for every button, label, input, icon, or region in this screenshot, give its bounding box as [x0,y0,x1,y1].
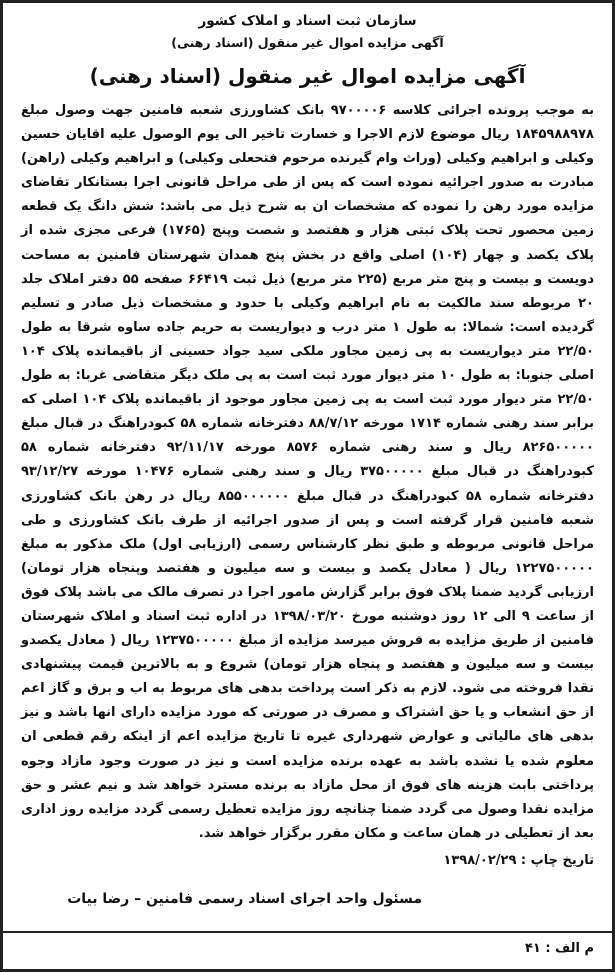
footer-code: م الف : ۴۱ [525,941,594,956]
print-date: تاریخ چاپ : ۱۳۹۸/۰۲/۲۹ [443,852,594,868]
notice-title: آگهی مزایده اموال غیر منقول (اسناد رهنی) [89,64,526,88]
footer [3,931,612,969]
notice-body: به موجب پرونده اجرائی کلاسه ۹۷۰۰۰۰۶ بانک کشاورزی شعبه فامنین جهت وصول مبلغ ۱۸۴۵۹۸۸۹۷۸ ریال موضوع لازم الاجرا و خسارت تاخیر الی یوم الوصول علیه اقایان حسین وکیلی و ابراهیم وکیلی (وراث وام گیرنده مرحوم فتحعلی وکیلی) و ابراهیم وکیلی (راهن) مبادرت به صدور اجرائیه نموده است که پس از طی مراحل قانونی اجرا بستانکار تقاضای مزایده مورد رهن را نموده که مشخصات ان به شرح ذیل می باشد: شش دانگ یک قطعه زمین محصور تحت پلاک ثبتی هزار و هفتصد و شصت وپنج (۱۷۶۵) فرعی مجزی شده از پلاک یکصد و چهار (۱۰۴) اصلی واقع در بخش پنج همدان شهرستان فامنین به مساحت دویست و بیست و پنج متر مربع (۲۲۵ متر مربع) ذیل ثبت ۶۶۴۱۹ صفحه ۵۵ دفتر املاک جلد ۲۰ مربوطه سند مالکیت به نام ابراهیم وکیلی با حدود و مشخصات ذیل صادر و تسلیم گردیده است: شمالا: به طول ۱ متر درب و دیواریست به حریم جاده ساوه شرقا به طول ۲۲/۵۰ متر دیواریست به پی زمین مجاور ملکی سید جواد حسینی از باقیمانده پلاک ۱۰۴ اصلی جنوبا: به طول ۱۰ متر دیوار مورد ثبت است به پی ملک دیگر متقاضی غربا: به طول ۲۲/۵۰ متر دیوار مورد ثبت است به پی زمین مجاور موجود از باقیمانده پلاک ۱۰۴ اصلی که برابر سند رهنی شماره ۱۷۱۴ مورخه ۸۸/۷/۱۲ دفترخانه شماره ۵۸ کبودراهنگ در قبال مبلغ ۸۲۶۵۰۰۰۰۰ ریال و سند رهنی شماره ۸۵۷۶ مورخه ۹۲/۱۱/۱۷ دفترخانه شماره ۵۸ کبودراهنگ در قبال مبلغ ۳۷۵۰۰۰۰۰ ریال و سند رهنی شماره ۱۰۴۷۶ مورخه ۹۳/۱۲/۲۷ دفترخانه شماره ۵۸ کبودراهنگ در قبال مبلغ ۸۵۵۰۰۰۰۰۰ ریال در رهن بانک کشاورزی شعبه فامنین قرار گرفته است و پس از صدور اجرائیه از طرف بانک کشاورزی و طی مراحل قانونی مربوطه و طبق نظر کارشناس رسمی (ارزیابی اول) ملک مذکور به مبلغ ۱۲۲۷۵۰۰۰۰۰ ریال ( معادل یکصد و بیست و سه میلیون و هفتصد وپنجاه هزار تومان) ارزیابی گردید ضمنا پلاک فوق برابر گزارش مامور اجرا در تصرف مالک می باشد پلاک فوق از ساعت ۹ الی ۱۲ روز دوشنبه مورخ ۱۳۹۸/۰۳/۲۰ در اداره ثبت اسناد و املاک شهرستان فامنین از طریق مزایده به فروش میرسد مزایده از مبلغ ۱۲۳۷۵۰۰۰۰۰ ریال ( معادل یکصدو بیست و سه میلیون و هفتصد و پنجاه هزار تومان) شروع و به بالاترین قیمت پیشنهادی نقدا فروخته می شود. لازم به ذکر است پرداخت بدهی های مربوط به اب و برق و گاز اعم از حق انشعاب و یا حق اشتراک و مصرف در صورتی که مورد مزایده دارای انها باشد و نیز بدهی های مالیاتی و عوارض شهرداری غیره تا تاریخ مزایده اعم از اینکه رقم قطعی ان معلوم شده یا نشده باشد به عهده برنده مزایده است و نیز در صورت وجود مازاد وجوه پرداختی بابت هزینه های فوق از محل مازاد به برنده مسترد خواهد شد و نیم عشر و حق مزایده نقدا وصول می گردد ضمنا چنانچه روز مزایده تعطیل رسمی گردد مزایده روز اداری بعد از تعطیلی در همان ساعت و مکان مقرر برگزار خواهد شد. [21,103,595,841]
notice-subtitle: آگهی مزایده اموال غیر منقول (اسناد رهنی) [171,35,444,50]
organization-name: سازمان ثبت اسناد و املاک کشور [198,13,417,29]
signature: مسئول واحد اجرای اسناد رسمی فامنین – رضا بیات [67,890,422,907]
